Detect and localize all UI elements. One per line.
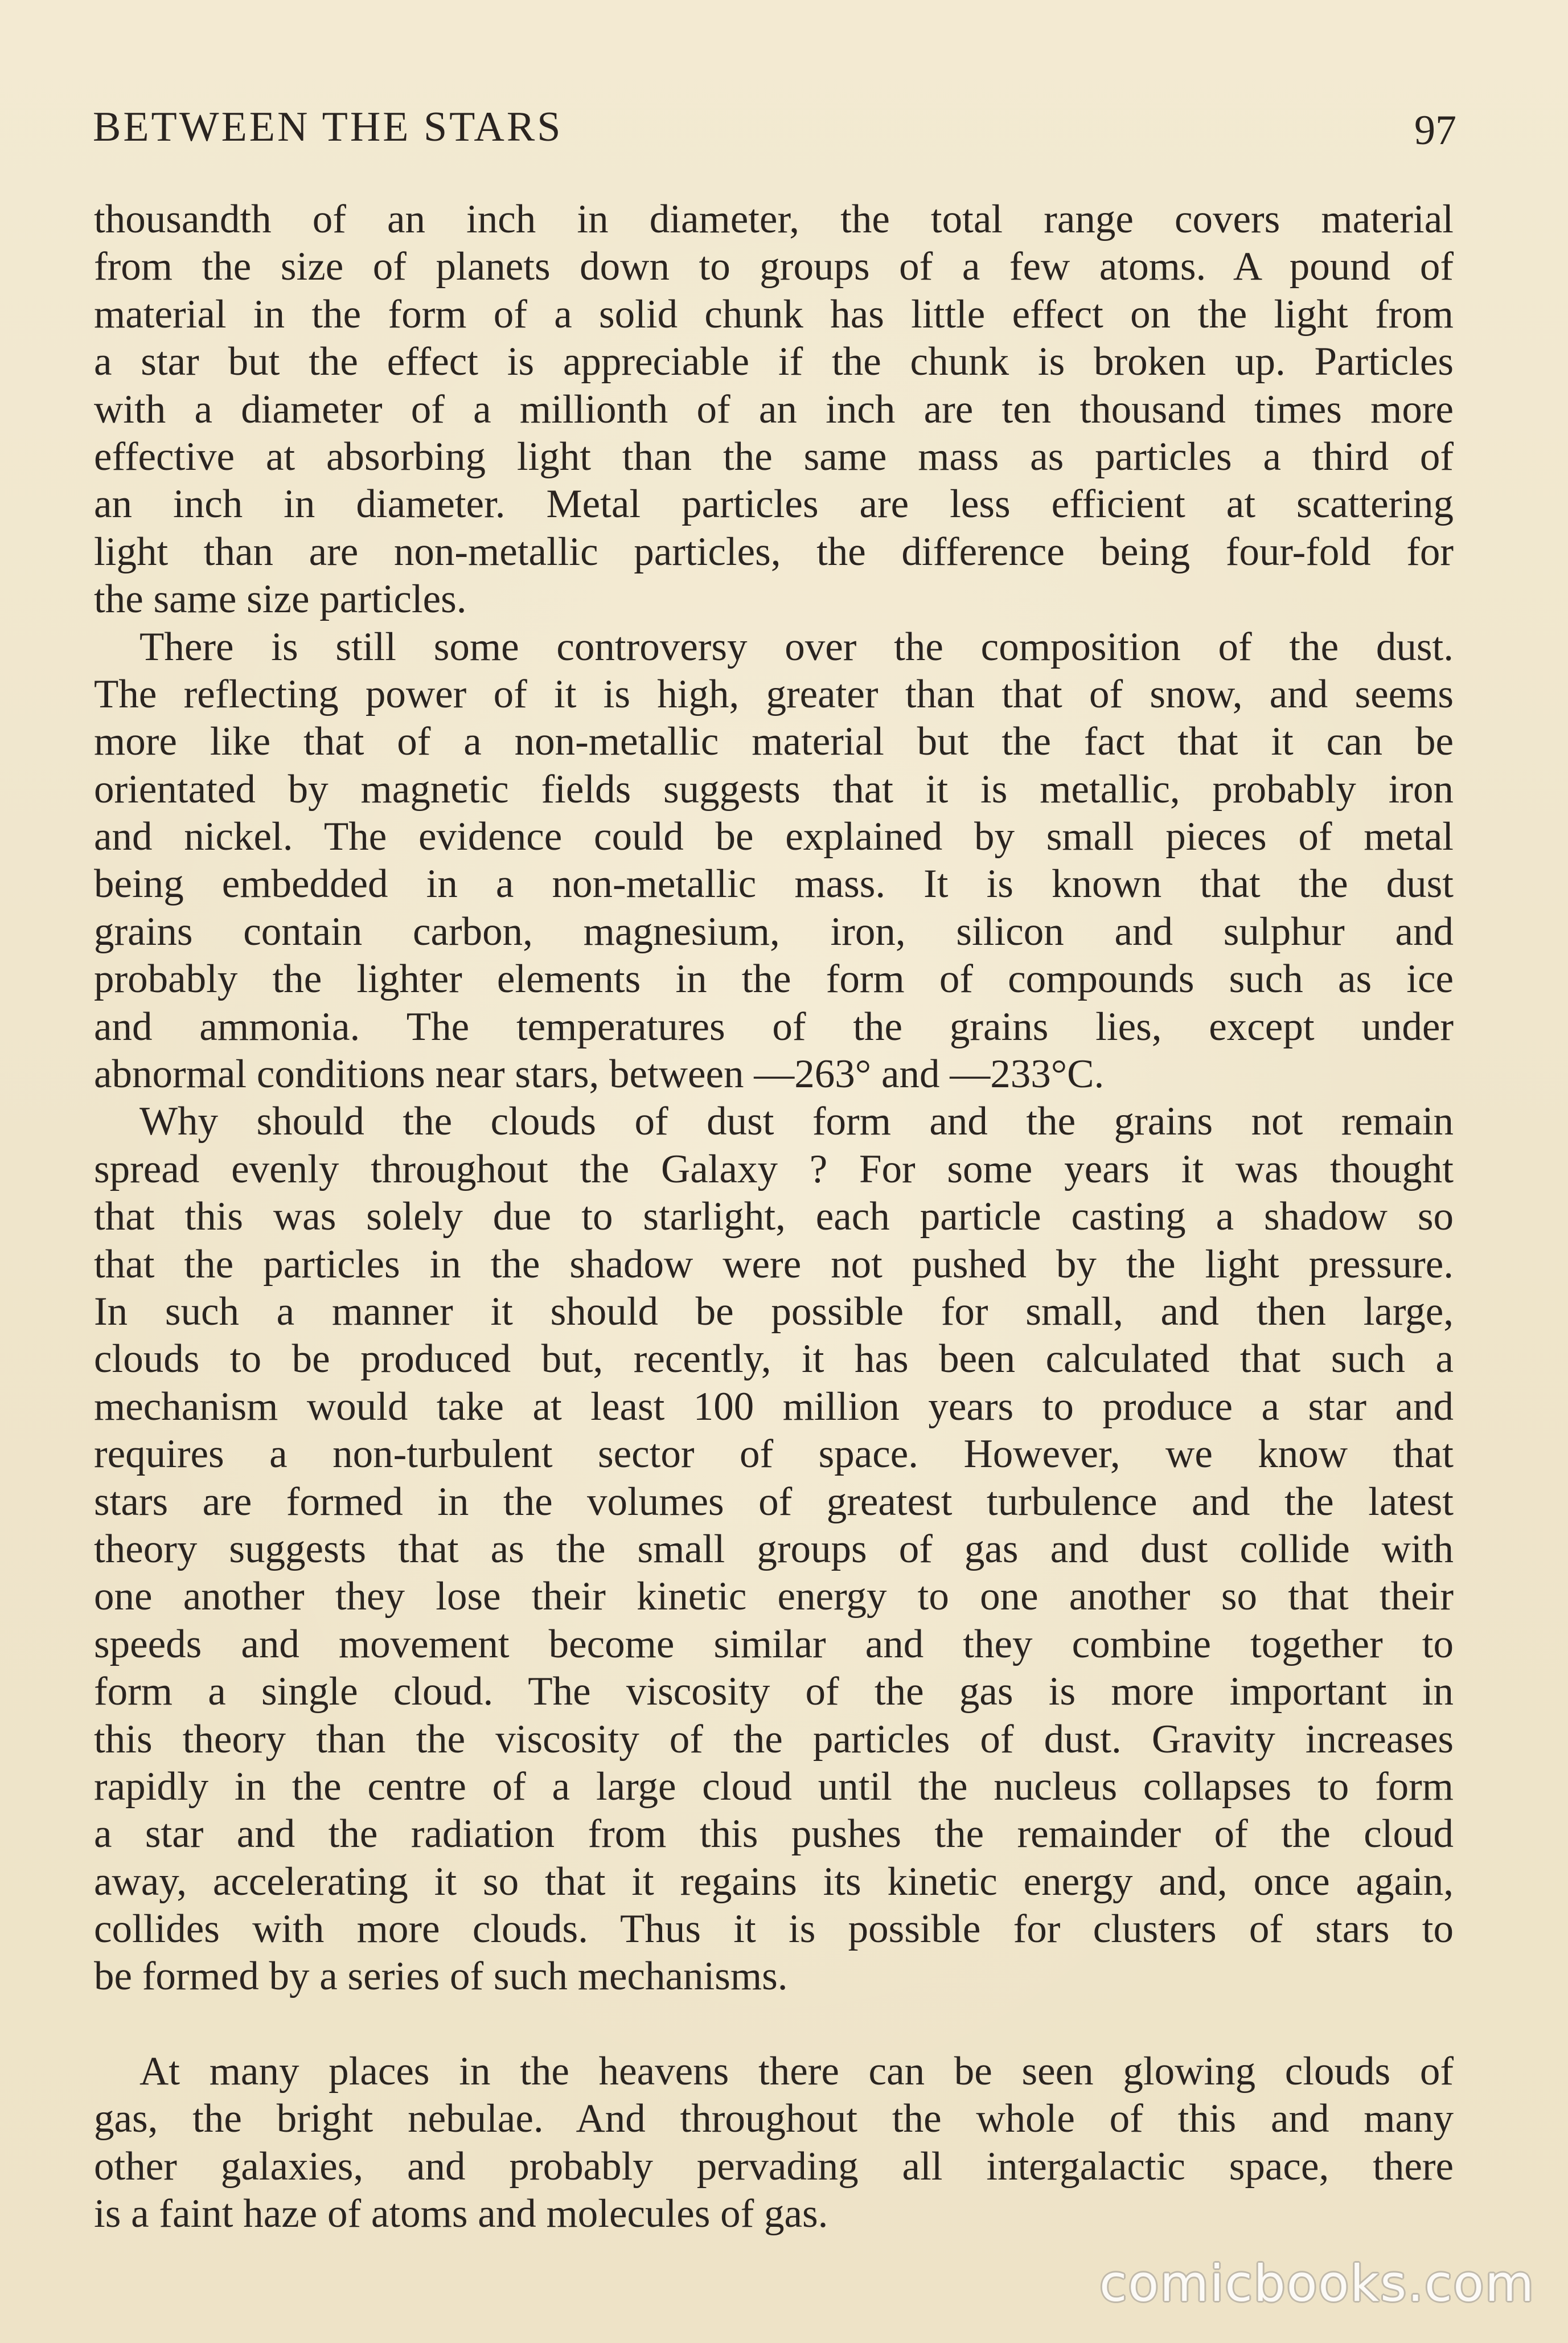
text-line: effective at absorbing light than the same mass as particles a third of (94, 434, 1454, 479)
text-line: form a single cloud. The viscosity of the gas is more important in (94, 1669, 1454, 1714)
text-line: and ammonia. The temperatures of the grains lies, except under (94, 1004, 1454, 1049)
body-text (94, 196, 1454, 2238)
text-line: At many places in the heavens there can be seen glowing clouds of (139, 2049, 1454, 2094)
text-line: with a diameter of a millionth of an inch are ten thousand times more (94, 387, 1454, 432)
text-line: Why should the clouds of dust form and the grains not remain (139, 1099, 1454, 1144)
paragraph (94, 624, 1454, 1099)
text-line: gas, the bright nebulae. And throughout the whole of this and many (94, 2096, 1454, 2141)
text-line: material in the form of a solid chunk has little effect on the light from (94, 292, 1454, 337)
running-title: BETWEEN THE STARS (93, 104, 563, 150)
text-line: probably the lighter elements in the form of compounds such as ice (94, 957, 1454, 1002)
text-line: from the size of planets down to groups of a few atoms. A pound of (94, 244, 1454, 289)
paragraph (94, 2048, 1454, 2238)
text-line: thousandth of an inch in diameter, the total range covers material (94, 197, 1454, 241)
text-line: grains contain carbon, magnesium, iron, silicon and sulphur and (94, 909, 1454, 954)
text-line: and nickel. The evidence could be explained by small pieces of metal (94, 814, 1454, 859)
section-break (94, 2001, 1454, 2048)
paragraph (94, 196, 1454, 624)
text-line: requires a non-turbulent sector of space. However, we know that (94, 1432, 1454, 1477)
watermark-logo: comicbooks.com (1099, 2254, 1535, 2313)
text-line: orientated by magnetic fields suggests that it is metallic, probably iron (94, 767, 1454, 812)
text-line: light than are non-metallic particles, the difference being four-fold for (94, 529, 1454, 574)
text-line: stars are formed in the volumes of greatest turbulence and the latest (94, 1479, 1454, 1524)
text-line: clouds to be produced but, recently, it has been calculated that such a (94, 1337, 1454, 1382)
paragraph (94, 1098, 1454, 2000)
text-line: spread evenly throughout the Galaxy ? For some years it was thought (94, 1146, 1454, 1191)
text-line: is a faint haze of atoms and molecules of gas. (94, 2192, 828, 2236)
running-head (93, 101, 1456, 153)
text-line: mechanism would take at least 100 million years to produce a star and (94, 1384, 1454, 1429)
text-line: one another they lose their kinetic energy to one another so that their (94, 1574, 1454, 1619)
text-line: an inch in diameter. Metal particles are less efficient at scattering (94, 482, 1454, 527)
text-line: speeds and movement become similar and they combine together to (94, 1621, 1454, 1666)
text-line: In such a manner it should be possible for small, and then large, (94, 1289, 1454, 1334)
text-line: that the particles in the shadow were not pushed by the light pressure. (94, 1242, 1454, 1287)
text-line: that this was solely due to starlight, each particle casting a shadow so (94, 1194, 1454, 1239)
text-line: collides with more clouds. Thus it is possible for clusters of stars to (94, 1907, 1454, 1952)
text-line: rapidly in the centre of a large cloud until the nucleus collapses to form (94, 1764, 1454, 1809)
text-line: There is still some controversy over the composition of the dust. (139, 624, 1454, 669)
text-line: the same size particles. (94, 577, 467, 622)
text-line: The reflecting power of it is high, greater than that of snow, and seems (94, 671, 1454, 716)
text-line: away, accelerating it so that it regains its kinetic energy and, once again, (94, 1859, 1454, 1904)
text-line: be formed by a series of such mechanisms. (94, 1954, 788, 1999)
page-number: 97 (1414, 107, 1456, 154)
text-line: abnormal conditions near stars, between —263° and —233°C. (94, 1052, 1105, 1097)
text-line: being embedded in a non-metallic mass. It is known that the dust (94, 862, 1454, 907)
text-line: a star and the radiation from this pushes the remainder of the cloud (94, 1812, 1454, 1857)
text-line: more like that of a non-metallic material but the fact that it can be (94, 719, 1454, 764)
text-line: this theory than the viscosity of the particles of dust. Gravity increases (94, 1717, 1454, 1762)
text-line: a star but the effect is appreciable if the chunk is broken up. Particles (94, 339, 1454, 384)
text-line: other galaxies, and probably pervading all intergalactic space, there (94, 2144, 1454, 2189)
text-line: theory suggests that as the small groups of gas and dust collide with (94, 1526, 1454, 1571)
